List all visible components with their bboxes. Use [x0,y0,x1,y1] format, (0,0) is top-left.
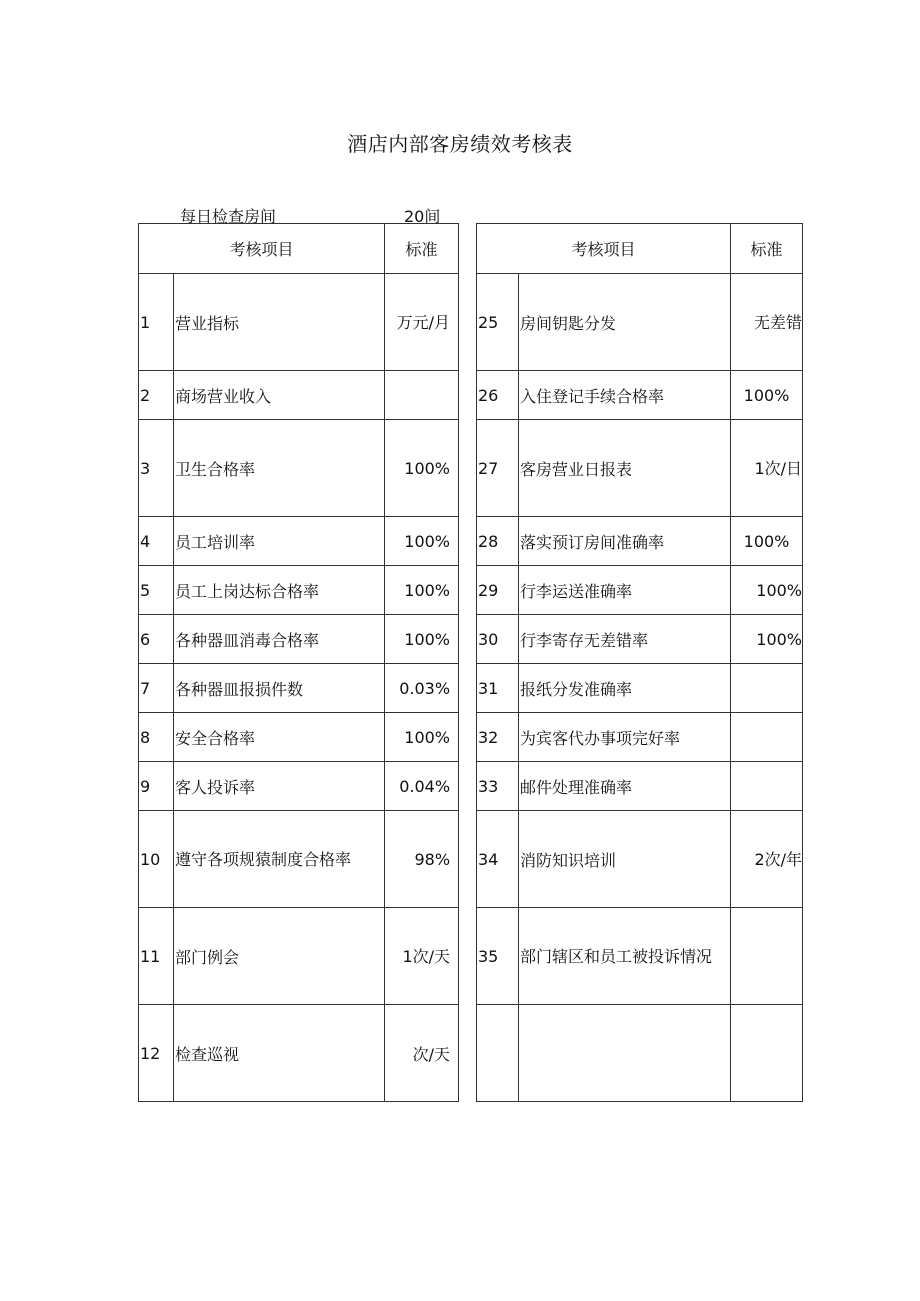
row-item: 客房营业日报表 [519,420,731,517]
row-number: 2 [139,371,174,420]
row-item: 营业指标 [174,274,385,371]
header-item: 考核项目 [139,224,385,274]
row-item: 报纸分发准确率 [519,664,731,713]
row-number: 8 [139,713,174,762]
row-number: 34 [477,811,519,908]
row-standard: 100% [731,517,803,566]
assessment-table-right [476,223,803,1102]
table-row [139,713,459,762]
table-row [477,274,803,371]
row-number: 4 [139,517,174,566]
row-standard [731,664,803,713]
header-standard: 标准 [385,224,459,274]
assessment-table-left [138,223,459,1102]
row-standard: 0.04% [385,762,459,811]
row-item [519,1005,731,1102]
row-item: 卫生合格率 [174,420,385,517]
row-number: 6 [139,615,174,664]
row-standard: 100% [385,566,459,615]
row-number: 28 [477,517,519,566]
table-row [139,908,459,1005]
row-number [477,1005,519,1102]
row-item: 行李运送准确率 [519,566,731,615]
header-item: 考核项目 [477,224,731,274]
row-number: 27 [477,420,519,517]
row-standard [731,713,803,762]
row-number: 10 [139,811,174,908]
table-row [477,811,803,908]
row-number: 12 [139,1005,174,1102]
table-row [477,908,803,1005]
row-number: 31 [477,664,519,713]
row-item: 商场营业收入 [174,371,385,420]
row-number: 3 [139,420,174,517]
table-row [139,762,459,811]
table-header-row [139,224,459,274]
table-row [477,762,803,811]
row-number: 7 [139,664,174,713]
row-standard: 0.03% [385,664,459,713]
row-standard [385,371,459,420]
row-number: 25 [477,274,519,371]
row-number: 29 [477,566,519,615]
row-item: 部门辖区和员工被投诉情况 [519,908,731,1005]
row-number: 32 [477,713,519,762]
table-row [477,371,803,420]
row-standard: 100% [385,615,459,664]
row-item: 安全合格率 [174,713,385,762]
row-item: 入住登记手续合格率 [519,371,731,420]
table-row [139,615,459,664]
table-row [139,566,459,615]
row-standard: 100% [385,420,459,517]
row-item: 检查巡视 [174,1005,385,1102]
row-standard: 万元/月 [385,274,459,371]
row-standard: 100% [731,371,803,420]
row-item: 房间钥匙分发 [519,274,731,371]
row-standard: 100% [385,713,459,762]
row-item: 员工培训率 [174,517,385,566]
row-standard: 100% [385,517,459,566]
row-standard [731,1005,803,1102]
row-number: 9 [139,762,174,811]
header-standard: 标准 [731,224,803,274]
table-row [477,566,803,615]
row-standard: 100% [731,615,803,664]
row-standard [731,762,803,811]
row-item: 员工上岗达标合格率 [174,566,385,615]
table-row [477,615,803,664]
table-row [477,664,803,713]
row-number: 5 [139,566,174,615]
row-item: 消防知识培训 [519,811,731,908]
table-row [477,713,803,762]
row-number: 26 [477,371,519,420]
table-row [139,664,459,713]
row-item: 各种器皿消毒合格率 [174,615,385,664]
row-item: 客人投诉率 [174,762,385,811]
row-number: 1 [139,274,174,371]
table-row [139,371,459,420]
row-standard: 1次/天 [385,908,459,1005]
table-row [139,811,459,908]
table-row [477,420,803,517]
row-item: 行李寄存无差错率 [519,615,731,664]
row-number: 33 [477,762,519,811]
row-item: 遵守各项规猿制度合格率 [174,811,385,908]
row-standard: 100% [731,566,803,615]
table-row [477,517,803,566]
daily-check-value: 20间 [404,207,441,226]
row-item: 为宾客代办事项完好率 [519,713,731,762]
page-title: 酒店内部客房绩效考核表 [347,132,573,156]
row-item: 各种器皿报损件数 [174,664,385,713]
row-standard: 无差错 [731,274,803,371]
row-standard: 2次/年 [731,811,803,908]
table-row [477,1005,803,1102]
row-item: 落实预订房间准确率 [519,517,731,566]
table-row [139,517,459,566]
row-number: 30 [477,615,519,664]
row-standard: 98% [385,811,459,908]
row-number: 11 [139,908,174,1005]
row-item: 邮件处理准确率 [519,762,731,811]
row-number: 35 [477,908,519,1005]
table-row [139,274,459,371]
table-header-row [477,224,803,274]
row-standard: 1次/日 [731,420,803,517]
table-row [139,1005,459,1102]
table-row [139,420,459,517]
row-standard [731,908,803,1005]
row-item: 部门例会 [174,908,385,1005]
daily-check-label: 每日检查房间 [180,207,277,226]
row-standard: 次/天 [385,1005,459,1102]
